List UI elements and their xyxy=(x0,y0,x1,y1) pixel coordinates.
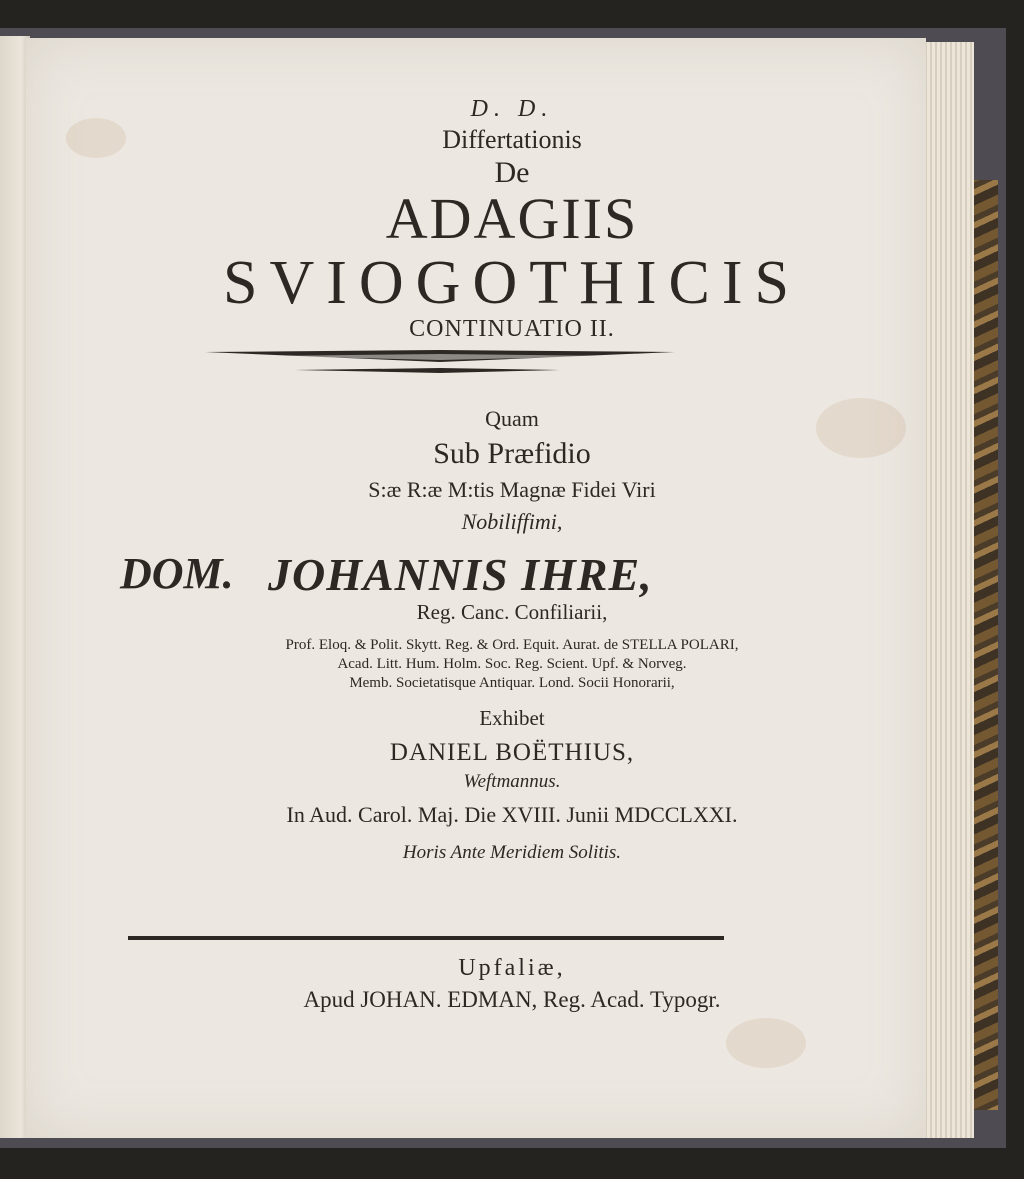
sub-praesidio-text: Sub Præfidio xyxy=(433,437,591,470)
venue-date-text: In Aud. Carol. Maj. Die XVIII. Junii MDCCLXXI. xyxy=(286,802,738,827)
quam-text: Quam xyxy=(485,406,539,431)
titles-line-3: Memb. Societatisque Antiquar. Lond. Socii Honorarii, xyxy=(349,675,675,691)
sviogothicis-heading: SVIOGOTHICIS xyxy=(223,249,801,317)
dom-abbreviation: DOM. xyxy=(120,549,234,598)
dissertationis-heading: Differtationis xyxy=(442,125,582,154)
adagiis-heading: ADAGIIS xyxy=(385,186,639,251)
place-text: Upfaliæ, xyxy=(458,955,566,981)
de-heading: De xyxy=(494,156,530,189)
initials: D. D. xyxy=(470,96,554,122)
praeses-name-row xyxy=(0,548,1024,600)
titles-line-2: Acad. Litt. Hum. Holm. Soc. Reg. Scient. Upf. & Norveg. xyxy=(337,656,687,672)
royal-title-text: S:æ R:æ M:tis Magnæ Fidei Viri xyxy=(368,477,656,502)
paper-stain xyxy=(726,1018,806,1068)
respondent-name: DANIEL BOËTHIUS, xyxy=(389,739,635,766)
hours-text: Horis Ante Meridiem Solitis. xyxy=(402,842,622,863)
ornamental-rule xyxy=(205,348,675,378)
exhibet-text: Exhibet xyxy=(479,706,545,730)
continuatio-heading: CONTINUATIO II. xyxy=(409,316,615,342)
nobilissimi-text: Nobiliffimi, xyxy=(461,509,563,534)
horizontal-rule xyxy=(128,936,724,940)
reg-canc-text: Reg. Canc. Confiliarii, xyxy=(416,600,608,624)
praeses-name: JOHANNIS IHRE, xyxy=(268,549,653,600)
titles-line-1: Prof. Eloq. & Polit. Skytt. Reg. & Ord. Equit. Aurat. de STELLA POLARI, xyxy=(285,637,739,653)
respondent-origin: Weftmannus. xyxy=(463,771,561,792)
printer-text: Apud JOHAN. EDMAN, Reg. Acad. Typogr. xyxy=(303,987,721,1012)
